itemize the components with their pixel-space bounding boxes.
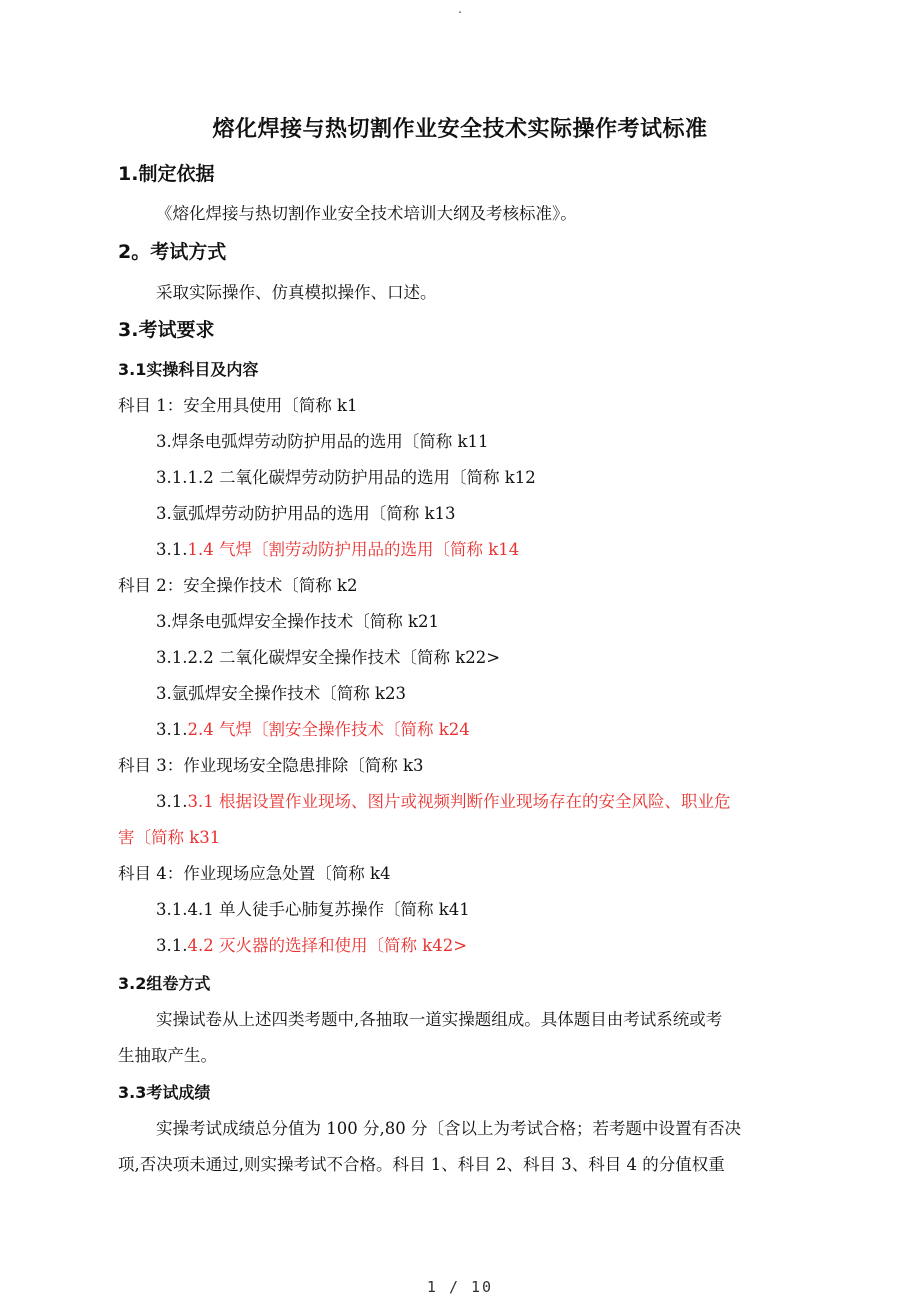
subject-1-item-1: 3.焊条电弧焊劳动防护用品的选用〔简称 k11 xyxy=(156,432,489,451)
header-mark: . xyxy=(458,2,462,16)
subsection-3-2-body-line-2: 生抽取产生。 xyxy=(118,1046,217,1065)
subject-2-item-4 xyxy=(156,718,470,742)
subject-3-title: 科目 3：作业现场安全隐患排除〔简称 k3 xyxy=(118,756,424,775)
subject-4-item-1: 3.1.4.1 单人徒手心肺复苏操作〔简称 k41 xyxy=(156,900,470,919)
subject-1-item-2: 3.1.1.2 二氧化碳焊劳动防护用品的选用〔简称 k12 xyxy=(156,468,536,487)
subject-1-item-4 xyxy=(156,538,519,562)
subject-2-item-1: 3.焊条电弧焊安全操作技术〔简称 k21 xyxy=(156,612,439,631)
page-indicator: 1 / 10 xyxy=(426,1278,494,1296)
item-number-prefix: 3.1. xyxy=(156,540,188,559)
section-1-body: 《熔化焊接与热切割作业安全技术培训大纲及考核标准》。 xyxy=(156,204,577,223)
subsection-3-2-heading: 3.2组卷方式 xyxy=(118,974,211,993)
subject-4-item-2 xyxy=(156,934,467,958)
subject-3-item-1-continued: 害〔简称 k31 xyxy=(118,828,221,847)
item-number-prefix: 3.1. xyxy=(156,936,188,955)
item-number-prefix: 3.1. xyxy=(156,720,188,739)
highlighted-text: 1.4 气焊〔割劳动防护用品的选用〔简称 k14 xyxy=(187,540,520,559)
subject-2-item-3: 3.氩弧焊安全操作技术〔简称 k23 xyxy=(156,684,406,703)
highlighted-text: 2.4 气焊〔割安全操作技术〔简称 k24 xyxy=(187,720,470,739)
subsection-3-1-heading: 3.1实操科目及内容 xyxy=(118,360,259,379)
section-1-heading: 1.制定依据 xyxy=(118,163,215,185)
section-3-heading: 3.考试要求 xyxy=(118,319,215,341)
highlighted-text: 4.2 灭火器的选择和使用〔简称 k42> xyxy=(187,936,468,955)
section-2-heading: 2。考试方式 xyxy=(118,241,227,263)
subsection-3-3-body-line-1: 实操考试成绩总分值为 100 分,80 分〔含以上为考试合格；若考题中设置有否决 xyxy=(156,1119,741,1138)
subject-4-title: 科目 4：作业现场应急处置〔简称 k4 xyxy=(118,864,391,883)
highlighted-text: 3.1 根据设置作业现场、图片或视频判断作业现场存在的安全风险、职业危 xyxy=(187,792,731,811)
subject-1-title: 科目 1：安全用具使用〔简称 k1 xyxy=(118,396,358,415)
subject-2-title: 科目 2：安全操作技术〔简称 k2 xyxy=(118,576,358,595)
subject-3-item-1 xyxy=(156,790,731,814)
item-number-prefix: 3.1. xyxy=(156,792,188,811)
subject-2-item-2: 3.1.2.2 二氧化碳焊安全操作技术〔简称 k22> xyxy=(156,648,501,667)
document-title: 熔化焊接与热切割作业安全技术实际操作考试标准 xyxy=(212,117,708,142)
subject-1-item-3: 3.氩弧焊劳动防护用品的选用〔简称 k13 xyxy=(156,504,456,523)
subsection-3-2-body-line-1: 实操试卷从上述四类考题中,各抽取一道实操题组成。具体题目由考试系统或考 xyxy=(156,1010,723,1029)
subsection-3-3-body-line-2: 项,否决项未通过,则实操考试不合格。科目 1、科目 2、科目 3、科目 4 的分值权重 xyxy=(118,1155,725,1174)
subsection-3-3-heading: 3.3考试成绩 xyxy=(118,1083,211,1102)
section-2-body: 采取实际操作、仿真模拟操作、口述。 xyxy=(156,283,437,302)
